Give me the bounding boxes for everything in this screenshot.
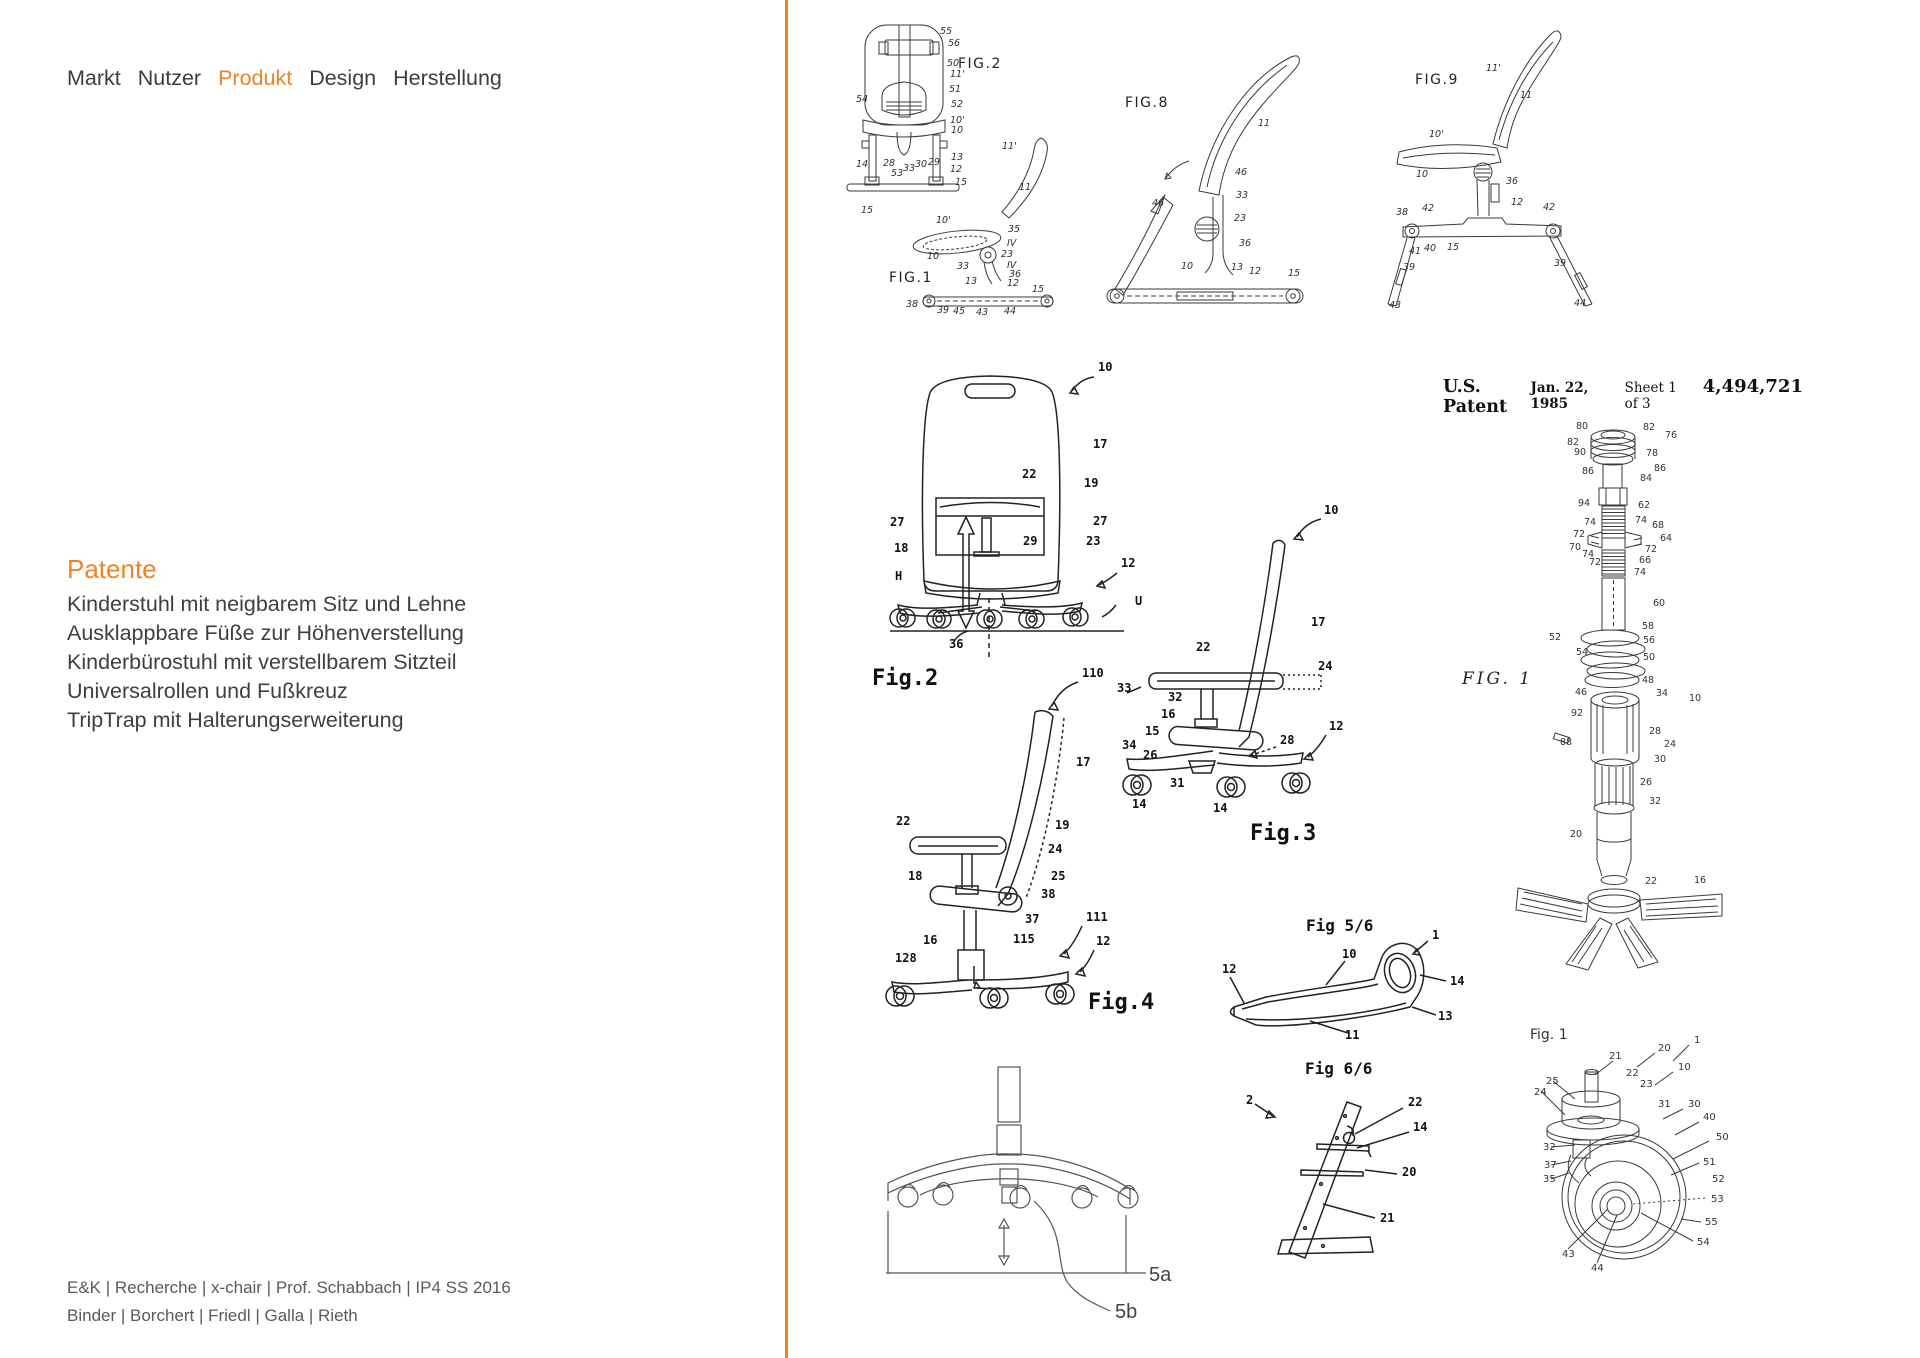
ref-numeral: 33 bbox=[957, 261, 970, 272]
ref-numeral: 28 bbox=[883, 158, 896, 169]
ref-numeral: 74 bbox=[1634, 567, 1647, 578]
ref-numeral: 10 bbox=[1689, 693, 1702, 704]
patent-list-item: Kinderbürostuhl mit verstellbarem Sitzteil bbox=[67, 650, 457, 674]
patent-list-item: Kinderstuhl mit neigbarem Sitz und Lehne bbox=[67, 592, 467, 616]
ref-numeral: 16 bbox=[923, 933, 938, 947]
footer-line-2: Binder | Borchert | Friedl | Galla | Rieth bbox=[67, 1306, 358, 1325]
ref-numeral: 10 bbox=[1324, 503, 1339, 517]
ref-numeral: 15 bbox=[955, 177, 968, 188]
patent-drawing-child-chair-fig1-fig2 bbox=[845, 2, 1090, 332]
ref-numeral: 38 bbox=[1041, 887, 1056, 901]
ref-numeral: 72 bbox=[1645, 544, 1658, 555]
ref-numeral: 12 bbox=[1096, 934, 1111, 948]
ref-numeral: 13 bbox=[1231, 262, 1244, 273]
ref-numeral: 44 bbox=[1004, 306, 1017, 317]
nav-item-produkt[interactable]: Produkt bbox=[218, 66, 293, 90]
ref-numeral: 31 bbox=[1658, 1099, 1671, 1110]
ref-numeral: 38 bbox=[1396, 207, 1409, 218]
ref-numeral: 10' bbox=[950, 115, 965, 126]
ref-numeral: 12 bbox=[1222, 962, 1237, 976]
ref-numeral: 56 bbox=[1643, 635, 1656, 646]
patent-sheet: Sheet 1 of 3 bbox=[1624, 380, 1677, 412]
ref-numeral: 74 bbox=[1635, 515, 1648, 526]
ref-numeral: 39 bbox=[1403, 262, 1416, 273]
patent-drawing-tripptrapp bbox=[1225, 1058, 1485, 1288]
figure-caption: FIG.9 bbox=[1415, 72, 1459, 88]
vertical-divider bbox=[785, 0, 788, 1358]
ref-numeral: 37 bbox=[1544, 1160, 1557, 1171]
ref-numeral: 68 bbox=[1652, 520, 1665, 531]
ref-numeral: 19 bbox=[1084, 476, 1099, 490]
ref-numeral: 10 bbox=[1098, 360, 1113, 374]
ref-numeral: H bbox=[895, 569, 903, 583]
ref-numeral: 51 bbox=[1703, 1157, 1716, 1168]
ref-numeral: 30 bbox=[1688, 1099, 1701, 1110]
top-navigation bbox=[67, 66, 502, 91]
ref-numeral: 110 bbox=[1082, 666, 1104, 680]
ref-numeral: 11' bbox=[1486, 63, 1501, 74]
ref-numeral: 33 bbox=[903, 163, 916, 174]
ref-numeral: 26 bbox=[1640, 777, 1653, 788]
figure-caption: Fig.2 bbox=[872, 666, 939, 691]
ref-numeral: 50 bbox=[1716, 1132, 1729, 1143]
ref-numeral: 50 bbox=[1643, 652, 1656, 663]
ref-numeral: 74 bbox=[1582, 549, 1595, 560]
ref-numeral: 53 bbox=[891, 168, 904, 179]
ref-numeral: 39 bbox=[937, 305, 950, 316]
ref-numeral: 52 bbox=[1712, 1174, 1725, 1185]
ref-numeral: 43 bbox=[1389, 300, 1402, 311]
ref-numeral: 33 bbox=[1236, 190, 1249, 201]
ref-numeral: 50 bbox=[947, 58, 960, 69]
ref-numeral: 10 bbox=[951, 125, 964, 136]
ref-numeral: 38 bbox=[906, 299, 919, 310]
ref-numeral: 15 bbox=[1447, 242, 1460, 253]
ref-numeral: 11' bbox=[1002, 141, 1017, 152]
ref-numeral: 88 bbox=[1560, 737, 1573, 748]
ref-numeral: 12 bbox=[1249, 266, 1262, 277]
figure-caption: FIG. 1 bbox=[1462, 669, 1534, 689]
section-heading: Patente bbox=[67, 554, 157, 584]
patent-drawing-caster-base bbox=[858, 1043, 1180, 1358]
patent-list-item: TripTrap mit Halterungserweiterung bbox=[67, 708, 404, 732]
ref-numeral: 70 bbox=[1569, 542, 1582, 553]
patent-drawing-fig9 bbox=[1385, 22, 1660, 322]
ref-numeral: 14 bbox=[1132, 797, 1147, 811]
nav-item-nutzer[interactable]: Nutzer bbox=[137, 66, 202, 90]
patent-drawing-fig8 bbox=[1095, 45, 1370, 330]
ref-numeral: 22 bbox=[1408, 1095, 1423, 1109]
ref-numeral: 20 bbox=[1402, 1165, 1417, 1179]
ref-numeral: 76 bbox=[1665, 430, 1678, 441]
ref-numeral: 52 bbox=[951, 99, 964, 110]
ref-numeral: 1 bbox=[1694, 1035, 1701, 1046]
ref-numeral: 17 bbox=[1311, 615, 1326, 629]
ref-numeral: 90 bbox=[1574, 447, 1587, 458]
ref-numeral: 15 bbox=[1288, 268, 1301, 279]
ref-numeral: 23 bbox=[1640, 1079, 1653, 1090]
ref-numeral: 25 bbox=[1051, 869, 1066, 883]
ref-numeral: 52 bbox=[1549, 632, 1562, 643]
ref-numeral: 43 bbox=[976, 307, 989, 318]
ref-numeral: 44 bbox=[1591, 1263, 1604, 1274]
ref-numeral: 1 bbox=[1432, 928, 1440, 942]
ref-numeral: 86 bbox=[1582, 466, 1595, 477]
ref-numeral: 22 bbox=[1022, 467, 1037, 481]
ref-numeral: 23 bbox=[1086, 534, 1101, 548]
ref-numeral: 36 bbox=[1239, 238, 1252, 249]
ref-numeral: 19 bbox=[1055, 818, 1070, 832]
ref-numeral: 44 bbox=[1574, 298, 1587, 309]
nav-item-markt[interactable]: Markt bbox=[67, 66, 121, 90]
ref-numeral: 82 bbox=[1567, 437, 1580, 448]
figure-caption: Fig 6/6 bbox=[1305, 1059, 1373, 1078]
figure-caption: FIG.8 bbox=[1125, 95, 1169, 111]
ref-numeral: 24 bbox=[1664, 739, 1677, 750]
ref-numeral: IV bbox=[1007, 260, 1017, 271]
ref-numeral: 14 bbox=[1450, 974, 1465, 988]
ref-numeral: 80 bbox=[1576, 421, 1589, 432]
ref-numeral: 35 bbox=[1008, 224, 1021, 235]
ref-numeral: 30 bbox=[1654, 754, 1667, 765]
ref-numeral: 22 bbox=[1645, 876, 1658, 887]
patent-drawing-caster-wheel bbox=[1513, 1023, 1805, 1355]
ref-numeral: 18 bbox=[894, 541, 909, 555]
ref-numeral: 29 bbox=[1023, 534, 1038, 548]
ref-numeral: 11 bbox=[1019, 182, 1032, 193]
ref-numeral: 30 bbox=[915, 159, 928, 170]
ref-numeral: 24 bbox=[1534, 1087, 1547, 1098]
ref-numeral: 111 bbox=[1086, 910, 1108, 924]
ref-numeral: 31 bbox=[1170, 776, 1185, 790]
figure-caption: Fig.3 bbox=[1250, 821, 1317, 846]
ref-numeral: 29 bbox=[928, 157, 941, 168]
ref-numeral: 92 bbox=[1571, 708, 1584, 719]
ref-numeral: 10' bbox=[936, 215, 951, 226]
patent-list bbox=[67, 590, 466, 735]
patent-date: Jan. 22, 1985 bbox=[1530, 380, 1589, 412]
ref-numeral: 16 bbox=[1694, 875, 1707, 886]
ref-numeral: 10 bbox=[927, 251, 940, 262]
ref-numeral: 46 bbox=[1575, 687, 1588, 698]
ref-numeral: 11 bbox=[1345, 1028, 1360, 1042]
ref-numeral: 17 bbox=[1076, 755, 1091, 769]
ref-numeral: 26 bbox=[1143, 748, 1158, 762]
ref-numeral: 13 bbox=[965, 276, 978, 287]
ref-numeral: 48 bbox=[1642, 675, 1655, 686]
footer-line-1: E&K | Recherche | x-chair | Prof. Schabbach | IP4 SS 2016 bbox=[67, 1278, 511, 1297]
ref-numeral: 128 bbox=[895, 951, 917, 965]
ref-numeral: 32 bbox=[1543, 1142, 1556, 1153]
ref-numeral: 115 bbox=[1013, 932, 1035, 946]
ref-numeral: 15 bbox=[1145, 724, 1160, 738]
ref-numeral: 42 bbox=[1422, 203, 1435, 214]
ref-numeral: 40 bbox=[1424, 243, 1437, 254]
ref-numeral: 35 bbox=[1543, 1174, 1556, 1185]
ref-numeral: 72 bbox=[1589, 557, 1602, 568]
ref-numeral: 24 bbox=[1048, 842, 1063, 856]
ref-numeral: 27 bbox=[890, 515, 905, 529]
ref-numeral: 12 bbox=[1007, 278, 1020, 289]
nav-item-design[interactable]: Design bbox=[309, 66, 377, 90]
ref-numeral: 58 bbox=[1642, 621, 1655, 632]
ref-numeral: 28 bbox=[1280, 733, 1295, 747]
ref-numeral: 20 bbox=[1570, 829, 1583, 840]
ref-numeral: 41 bbox=[1409, 246, 1422, 257]
ref-numeral: 43 bbox=[1562, 1249, 1575, 1260]
ref-numeral: 53 bbox=[1711, 1194, 1724, 1205]
ref-numeral: 27 bbox=[1093, 514, 1108, 528]
ref-numeral: 13 bbox=[1438, 1009, 1453, 1023]
ref-numeral: 22 bbox=[896, 814, 911, 828]
figure-caption: Fig. 1 bbox=[1530, 1027, 1568, 1043]
ref-numeral: 64 bbox=[1660, 533, 1673, 544]
ref-numeral: 10 bbox=[1678, 1062, 1691, 1073]
ref-numeral: 40 bbox=[1703, 1112, 1716, 1123]
ref-numeral: 12 bbox=[1329, 719, 1344, 733]
ref-numeral: 22 bbox=[1196, 640, 1211, 654]
ref-numeral: 86 bbox=[1654, 463, 1667, 474]
ref-numeral: 62 bbox=[1638, 500, 1651, 511]
ref-numeral: 94 bbox=[1578, 498, 1591, 509]
ref-numeral: 36 bbox=[1506, 176, 1519, 187]
ref-numeral: 34 bbox=[1656, 688, 1669, 699]
ref-numeral: 39 bbox=[1554, 258, 1567, 269]
ref-numeral: 10' bbox=[1429, 129, 1444, 140]
ref-numeral: 15 bbox=[861, 205, 874, 216]
ref-numeral: 11 bbox=[1520, 90, 1533, 101]
ref-numeral: 36 bbox=[1009, 269, 1022, 280]
ref-numeral: 14 bbox=[856, 159, 869, 170]
ref-numeral: 46 bbox=[1152, 198, 1165, 209]
ref-numeral: 15 bbox=[1032, 284, 1045, 295]
ref-numeral: 74 bbox=[1584, 517, 1597, 528]
ref-numeral: 55 bbox=[940, 26, 953, 37]
ref-numeral: 13 bbox=[951, 152, 964, 163]
figure-caption: Fig.4 bbox=[1088, 990, 1155, 1015]
ref-numeral: 84 bbox=[1640, 473, 1653, 484]
ref-numeral: 14 bbox=[1413, 1120, 1428, 1134]
ref-numeral: 32 bbox=[1168, 690, 1183, 704]
patent-list-item: Universalrollen und Fußkreuz bbox=[67, 679, 348, 703]
ref-numeral: 34 bbox=[1122, 738, 1137, 752]
ref-numeral: 11' bbox=[950, 69, 965, 80]
ref-numeral: 10 bbox=[1342, 947, 1357, 961]
patent-list-item: Ausklappbare Füße zur Höhenverstellung bbox=[67, 621, 464, 645]
ref-numeral: 28 bbox=[1649, 726, 1662, 737]
figure-caption: FIG.1 bbox=[889, 270, 933, 286]
ref-numeral: 21 bbox=[1609, 1051, 1622, 1062]
ref-numeral: 24 bbox=[1318, 659, 1333, 673]
ref-numeral: 45 bbox=[953, 306, 966, 317]
ref-numeral: 16 bbox=[1161, 707, 1176, 721]
patent-drawing-pedestal-column bbox=[1450, 408, 1800, 993]
ref-numeral: 18 bbox=[908, 869, 923, 883]
figure-caption: FIG.2 bbox=[958, 56, 1002, 72]
ref-numeral: 10 bbox=[1416, 169, 1429, 180]
ref-numeral: 5b bbox=[1115, 1301, 1138, 1323]
ref-numeral: 56 bbox=[948, 38, 961, 49]
ref-numeral: 5a bbox=[1149, 1264, 1172, 1286]
ref-numeral: 20 bbox=[1658, 1043, 1671, 1054]
ref-numeral: IV bbox=[1007, 238, 1017, 249]
ref-numeral: 78 bbox=[1646, 448, 1659, 459]
patent-number: 4,494,721 bbox=[1702, 376, 1803, 397]
ref-numeral: 33 bbox=[1117, 681, 1132, 695]
slide-footer bbox=[67, 1274, 511, 1330]
ref-numeral: 54 bbox=[1697, 1237, 1710, 1248]
ref-numeral: 10 bbox=[1181, 261, 1194, 272]
ref-numeral: 42 bbox=[1543, 202, 1556, 213]
ref-numeral: 23 bbox=[1234, 213, 1247, 224]
patent-title: U.S. Patent bbox=[1443, 377, 1508, 417]
ref-numeral: 51 bbox=[949, 84, 962, 95]
ref-numeral: 32 bbox=[1649, 796, 1662, 807]
ref-numeral: 54 bbox=[1576, 647, 1589, 658]
figure-caption: Fig 5/6 bbox=[1306, 916, 1374, 935]
ref-numeral: 36 bbox=[949, 637, 964, 651]
nav-item-herstellung[interactable]: Herstellung bbox=[393, 66, 502, 90]
ref-numeral: 14 bbox=[1213, 801, 1228, 815]
ref-numeral: 82 bbox=[1643, 422, 1656, 433]
ref-numeral: 21 bbox=[1380, 1211, 1395, 1225]
ref-numeral: 37 bbox=[1025, 912, 1040, 926]
ref-numeral: 22 bbox=[1626, 1068, 1639, 1079]
ref-numeral: 11 bbox=[1258, 118, 1271, 129]
ref-numeral: 17 bbox=[1093, 437, 1108, 451]
ref-numeral: 66 bbox=[1639, 555, 1652, 566]
ref-numeral: 55 bbox=[1705, 1217, 1718, 1228]
ref-numeral: 25 bbox=[1546, 1076, 1559, 1087]
ref-numeral: 12 bbox=[950, 164, 963, 175]
ref-numeral: 54 bbox=[856, 94, 869, 105]
ref-numeral: 12 bbox=[1511, 197, 1524, 208]
ref-numeral: 2 bbox=[1246, 1093, 1254, 1107]
ref-numeral: 60 bbox=[1653, 598, 1666, 609]
ref-numeral: 46 bbox=[1235, 167, 1248, 178]
ref-numeral: 72 bbox=[1573, 529, 1586, 540]
ref-numeral: U bbox=[1135, 594, 1143, 608]
ref-numeral: 23 bbox=[1001, 249, 1014, 260]
ref-numeral: 12 bbox=[1121, 556, 1136, 570]
